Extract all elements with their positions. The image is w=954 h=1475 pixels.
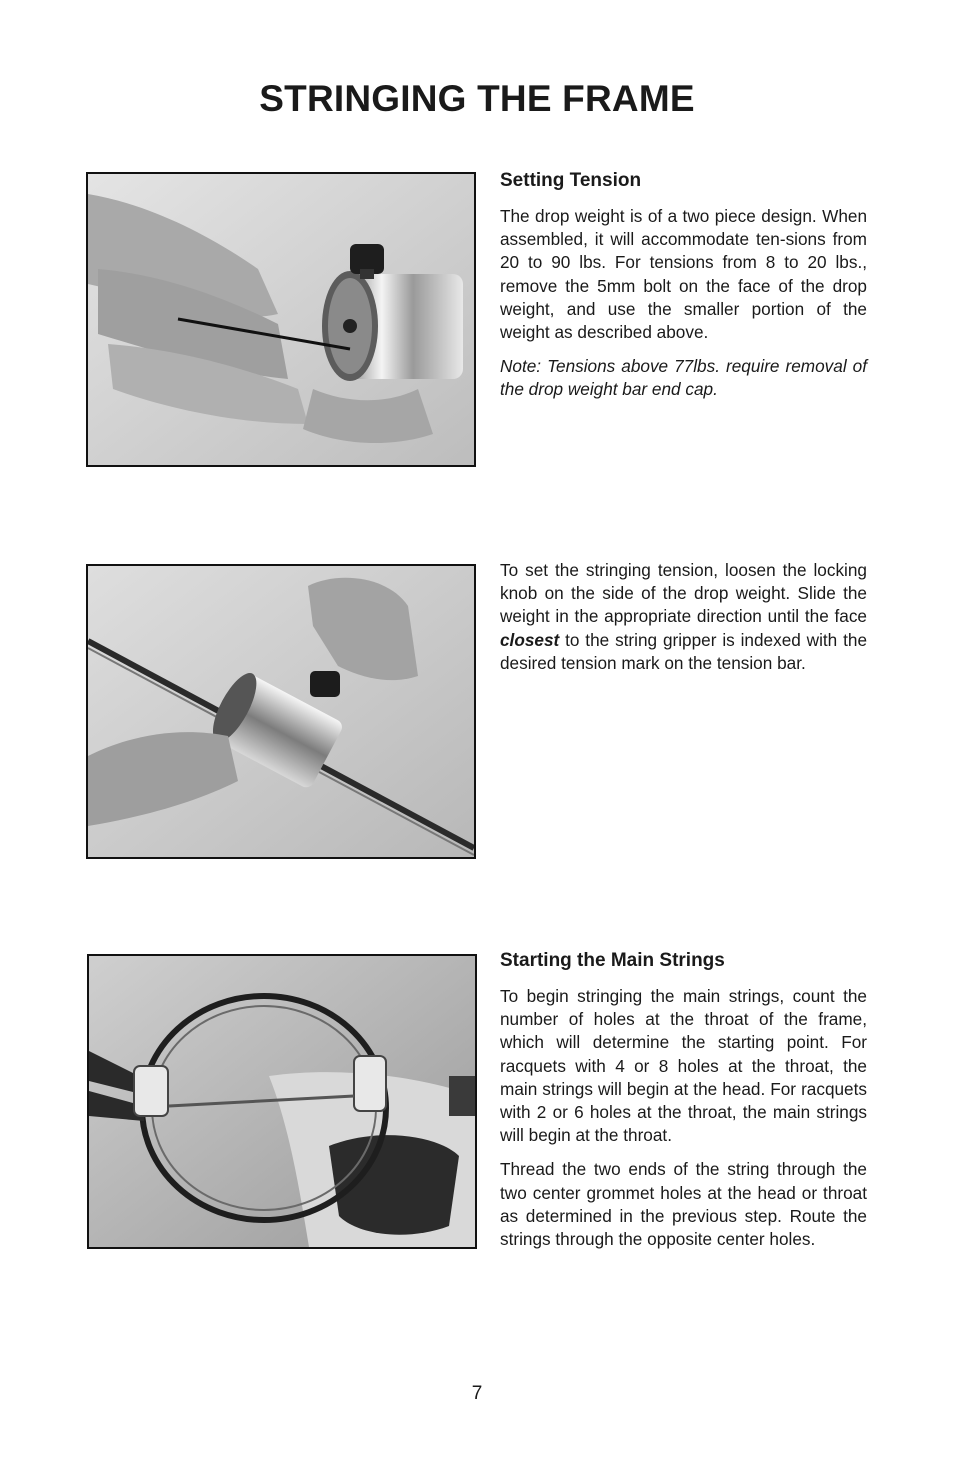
paragraph-end: to the string gripper is indexed with the desired tension mark on the tension bar. (500, 629, 867, 673)
section-set-tension-instructions (500, 559, 867, 686)
photo-tension-bar-weight (86, 564, 476, 859)
section-setting-tension (500, 169, 867, 413)
photo-racquet-frame-mounted (87, 954, 477, 1249)
paragraph-start: To set the stringing tension, loosen the locking knob on the side of the drop weight. Slide the weight in the appropriate direction until the face (500, 560, 867, 627)
paragraph: Thread the two ends of the string through the two center grommet holes at the head or throat as determined in the previous step. Route the strings through the opposite center holes. (500, 1159, 867, 1250)
section-starting-main-strings (500, 949, 867, 1262)
section-heading: Starting the Main Strings (500, 950, 725, 971)
emphasis-closest: closest (500, 629, 560, 650)
paragraph: The drop weight is of a two piece design. When assembled, it will accommodate ten-sions from 20 to 90 lbs. For tensions from 8 to 20 lbs., remove the 5mm bolt on the face of the drop weight, and use the smaller portion of the weight as described above. (500, 206, 867, 343)
page-number: 7 (471, 1383, 483, 1404)
photo-drop-weight-bolt (86, 172, 476, 467)
note: Note: Tensions above 77lbs. require removal of the drop weight bar end cap. (500, 356, 867, 400)
page-title: STRINGING THE FRAME (259, 78, 695, 119)
paragraph (500, 559, 867, 675)
paragraph: To begin stringing the main strings, count the number of holes at the throat of the frame, which will determine the starting point. For racquets with 4 or 8 holes at the throat, the main strings will begin at the head. For racquets with 2 or 6 holes at the throat, the main strings will begin at the throat. (500, 986, 867, 1146)
section-heading: Setting Tension (500, 170, 642, 191)
